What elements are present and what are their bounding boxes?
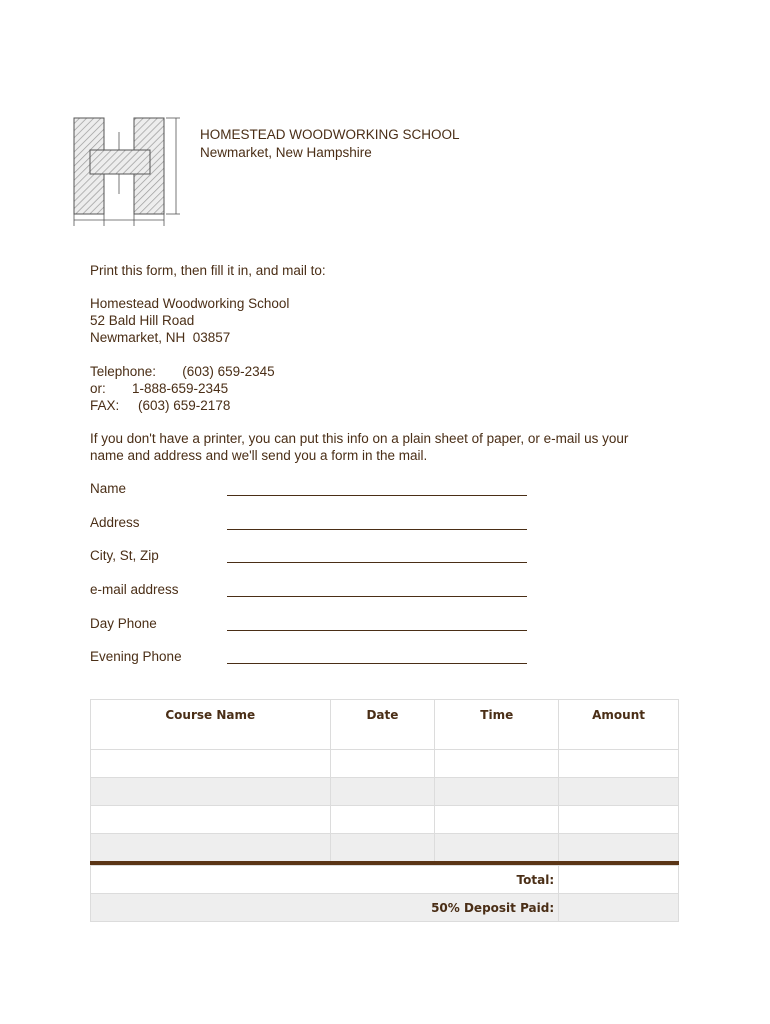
- alt-phone-line: or: 1-888-659-2345: [90, 381, 229, 396]
- city-st-zip-label: City, St, Zip: [90, 548, 159, 563]
- deposit-amount-cell[interactable]: [559, 894, 679, 922]
- h-joint-logo-icon: [66, 110, 192, 230]
- name-label: Name: [90, 481, 127, 496]
- table-header-row: [91, 700, 679, 750]
- amount-header: Amount: [559, 700, 679, 750]
- course-name-cell[interactable]: [91, 806, 331, 834]
- evening-phone-label: Evening Phone: [90, 649, 182, 664]
- city-st-zip-field[interactable]: [227, 548, 527, 563]
- course-name-cell[interactable]: [91, 750, 331, 778]
- date-cell[interactable]: [330, 778, 435, 806]
- table-row: [91, 834, 679, 864]
- course-name-cell[interactable]: [91, 834, 331, 864]
- total-row: [91, 866, 679, 894]
- course-table: [90, 699, 679, 922]
- time-cell[interactable]: [435, 750, 559, 778]
- date-header: Date: [330, 700, 435, 750]
- amount-cell[interactable]: [559, 778, 679, 806]
- deposit-row: [91, 894, 679, 922]
- evening-phone-field[interactable]: [227, 649, 527, 664]
- mail-instructions: Print this form, then fill it in, and mail to:: [90, 263, 326, 278]
- address-line: Homestead Woodworking School: [90, 296, 290, 311]
- address-line: 52 Bald Hill Road: [90, 313, 195, 328]
- deposit-label: 50% Deposit Paid:: [91, 894, 559, 922]
- school-name: HOMESTEAD WOODWORKING SCHOOL: [200, 127, 460, 142]
- amount-cell[interactable]: [559, 834, 679, 864]
- printer-note: If you don't have a printer, you can put this info on a plain sheet of paper, or e-mail us your: [90, 431, 629, 446]
- fax-line: FAX: (603) 659-2178: [90, 398, 231, 413]
- amount-cell[interactable]: [559, 806, 679, 834]
- day-phone-label: Day Phone: [90, 616, 157, 631]
- email-label: e-mail address: [90, 582, 179, 597]
- date-cell[interactable]: [330, 806, 435, 834]
- email-field[interactable]: [227, 582, 527, 597]
- table-row: [91, 778, 679, 806]
- time-cell[interactable]: [435, 806, 559, 834]
- day-phone-field[interactable]: [227, 616, 527, 631]
- course-name-cell[interactable]: [91, 778, 331, 806]
- total-amount-cell[interactable]: [559, 866, 679, 894]
- time-cell[interactable]: [435, 778, 559, 806]
- printer-note: name and address and we'll send you a form in the mail.: [90, 448, 428, 463]
- telephone-line: Telephone: (603) 659-2345: [90, 364, 275, 379]
- time-header: Time: [435, 700, 559, 750]
- name-field[interactable]: [227, 481, 527, 496]
- time-cell[interactable]: [435, 834, 559, 864]
- total-label: Total:: [91, 866, 559, 894]
- date-cell[interactable]: [330, 834, 435, 864]
- table-row: [91, 750, 679, 778]
- date-cell[interactable]: [330, 750, 435, 778]
- address-line: Newmarket, NH 03857: [90, 330, 231, 345]
- amount-cell[interactable]: [559, 750, 679, 778]
- address-field[interactable]: [227, 515, 527, 530]
- course-name-header: Course Name: [91, 700, 331, 750]
- address-label: Address: [90, 515, 140, 530]
- school-location: Newmarket, New Hampshire: [200, 145, 372, 160]
- table-row: [91, 806, 679, 834]
